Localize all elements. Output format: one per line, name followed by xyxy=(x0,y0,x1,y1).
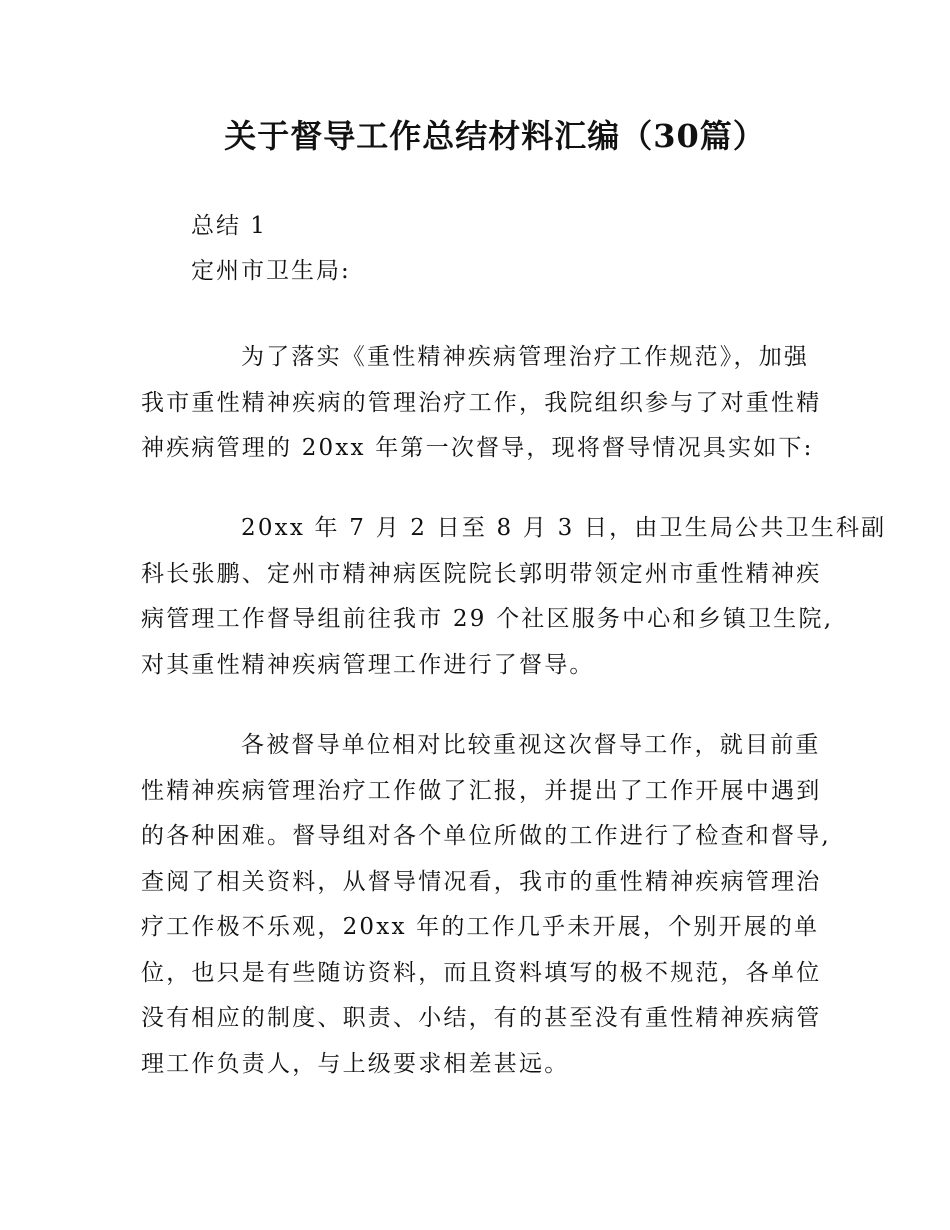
paragraph-line: 性精神疾病管理治疗工作做了汇报，并提出了工作开展中遇到 xyxy=(141,777,822,804)
paragraph-line: 20xx 年 7 月 2 日至 8 月 3 日，由卫生局公共卫生科副 xyxy=(241,515,887,541)
document-title: 关于督导工作总结材料汇编（30篇） xyxy=(224,117,766,155)
paragraph-line: 理工作负责人，与上级要求相差甚远。 xyxy=(141,1050,570,1077)
paragraph-1 xyxy=(141,335,821,472)
paragraph-line: 各被督导单位相对比较重视这次督导工作，就目前重 xyxy=(241,732,821,758)
paragraph-line: 对其重性精神疾病管理工作进行了督导。 xyxy=(141,651,595,678)
paragraph-line: 病管理工作督导组前往我市 29 个社区服务中心和乡镇卫生院, xyxy=(141,606,834,632)
paragraph-line: 没有相应的制度、职责、小结，有的甚至没有重性精神疾病管 xyxy=(141,1005,822,1031)
paragraph-line: 我市重性精神疾病的管理治疗工作，我院组织参与了对重性精 xyxy=(141,389,822,416)
section-label: 总结 1 xyxy=(191,213,267,239)
paragraph-line: 查阅了相关资料，从督导情况看，我市的重性精神疾病管理治 xyxy=(141,868,822,895)
paragraph-2 xyxy=(141,506,887,688)
paragraph-3 xyxy=(141,723,831,1087)
paragraph-line: 为了落实《重性精神疾病管理治疗工作规范》，加强 xyxy=(241,344,810,370)
paragraph-line: 神疾病管理的 20xx 年第一次督导，现将督导情况具实如下: xyxy=(141,435,814,461)
paragraph-line: 位，也只是有些随访资料，而且资料填写的极不规范，各单位 xyxy=(141,959,822,986)
salutation: 定州市卫生局: xyxy=(191,258,351,284)
paragraph-line: 的各种困难。督导组对各个单位所做的工作进行了检查和督导, xyxy=(141,823,831,849)
paragraph-line: 科长张鹏、定州市精神病医院院长郭明带领定州市重性精神疾 xyxy=(141,560,822,587)
paragraph-line: 疗工作极不乐观，20xx 年的工作几乎未开展，个别开展的单 xyxy=(141,914,820,940)
